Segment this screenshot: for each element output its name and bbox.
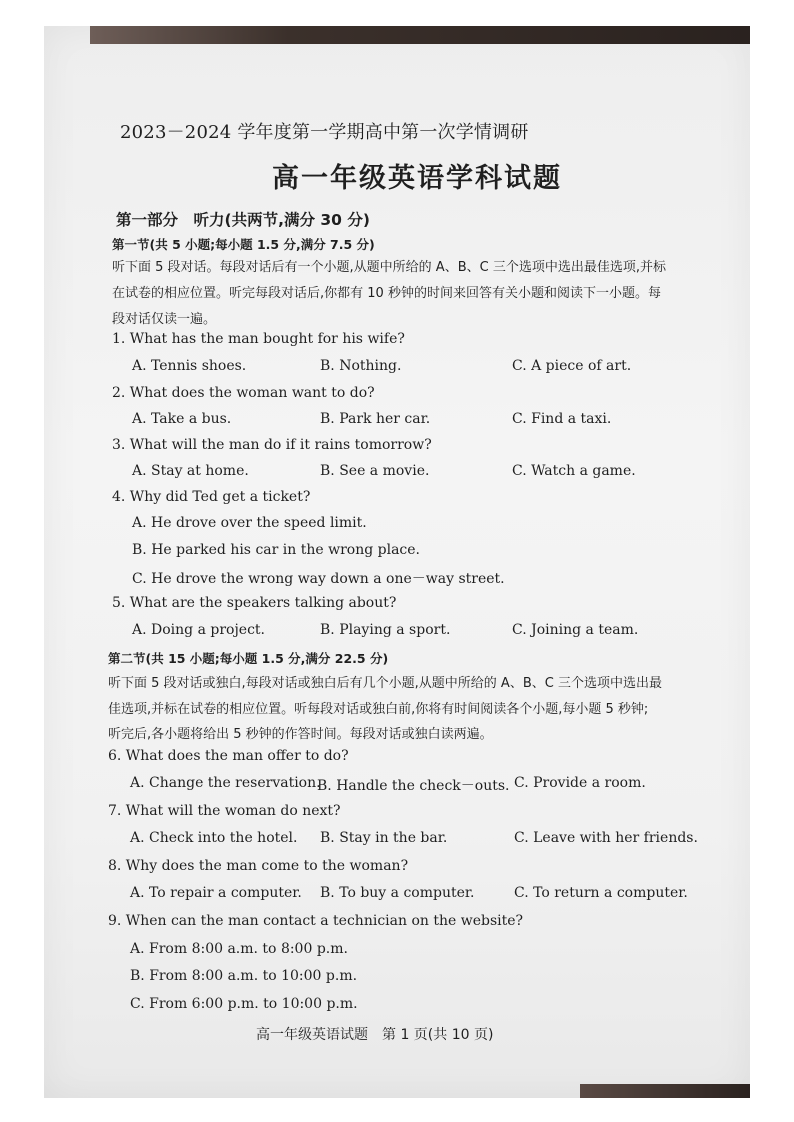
question-7-option-a: A. Check into the hotel. [130,830,298,846]
question-3-option-c: C. Watch a game. [512,463,636,479]
question-8-option-b: B. To buy a computer. [320,885,475,901]
question-8-stem: 8. Why does the man come to the woman? [108,858,409,874]
question-5-option-a: A. Doing a project. [132,622,265,638]
question-9-option-c: C. From 6:00 p.m. to 10:00 p.m. [130,996,358,1012]
question-6-option-c: C. Provide a room. [514,775,646,791]
question-1-option-a: A. Tennis shoes. [132,358,247,374]
page-footer: 高一年级英语试题 第 1 页(共 10 页) [256,1027,494,1043]
question-4-option-a: A. He drove over the speed limit. [132,515,367,531]
question-1-option-b: B. Nothing. [320,358,402,374]
question-5-option-b: B. Playing a sport. [320,622,451,638]
question-1-option-c: C. A piece of art. [512,358,632,374]
question-6-option-b: B. Handle the check－outs. [317,778,510,794]
section1-instruction-line: 段对话仅读一遍。 [112,312,217,327]
question-1-stem: 1. What has the man bought for his wife? [112,331,405,347]
question-6-option-a: A. Change the reservation. [130,775,321,791]
part1-heading: 第一部分 听力(共两节,满分 30 分) [116,211,370,229]
question-9-stem: 9. When can the man contact a technician on the website? [108,913,524,929]
section1-instruction-line: 在试卷的相应位置。听完每段对话后,你都有 10 秒钟的时间来回答有关小题和阅读下一小题。每 [112,286,661,301]
question-2-option-b: B. Park her car. [320,411,431,427]
question-4-stem: 4. Why did Ted get a ticket? [112,489,311,505]
section2-instruction-line: 佳选项,并标在试卷的相应位置。听每段对话或独白前,你将有时间阅读各个小题,每小题 5 秒钟; [108,702,649,717]
question-8-option-a: A. To repair a computer. [130,885,302,901]
question-8-option-c: C. To return a computer. [514,885,688,901]
question-7-option-b: B. Stay in the bar. [320,830,448,846]
exam-title: 高一年级英语学科试题 [272,163,562,194]
question-2-stem: 2. What does the woman want to do? [112,385,375,401]
exam-page [44,44,750,1084]
question-3-option-a: A. Stay at home. [132,463,249,479]
question-3-stem: 3. What will the man do if it rains tomorrow? [112,437,432,453]
question-9-option-b: B. From 8:00 a.m. to 10:00 p.m. [130,968,358,984]
question-2-option-c: C. Find a taxi. [512,411,612,427]
question-9-option-a: A. From 8:00 a.m. to 8:00 p.m. [130,941,348,957]
question-7-option-c: C. Leave with her friends. [514,830,698,846]
bottom-dark-edge [580,1084,750,1098]
question-4-option-b: B. He parked his car in the wrong place. [132,542,420,558]
question-5-stem: 5. What are the speakers talking about? [112,595,397,611]
question-4-option-c: C. He drove the wrong way down a one－way street. [132,571,505,587]
section1-heading: 第一节(共 5 小题;每小题 1.5 分,满分 7.5 分) [112,237,375,252]
section2-instruction-line: 听下面 5 段对话或独白,每段对话或独白后有几个小题,从题中所给的 A、B、C 三个选项中选出最 [108,676,662,691]
section2-instruction-line: 听完后,各小题将给出 5 秒钟的作答时间。每段对话或独白读两遍。 [108,727,493,742]
exam-subtitle: 2023－2024 学年度第一学期高中第一次学情调研 [120,122,529,143]
section1-instruction-line: 听下面 5 段对话。每段对话后有一个小题,从题中所给的 A、B、C 三个选项中选出最佳选项,并标 [112,260,666,275]
question-5-option-c: C. Joining a team. [512,622,639,638]
section2-heading: 第二节(共 15 小题;每小题 1.5 分,满分 22.5 分) [108,651,389,666]
question-2-option-a: A. Take a bus. [132,411,232,427]
question-6-stem: 6. What does the man offer to do? [108,748,349,764]
top-dark-edge [90,26,750,44]
question-7-stem: 7. What will the woman do next? [108,803,341,819]
question-3-option-b: B. See a movie. [320,463,430,479]
